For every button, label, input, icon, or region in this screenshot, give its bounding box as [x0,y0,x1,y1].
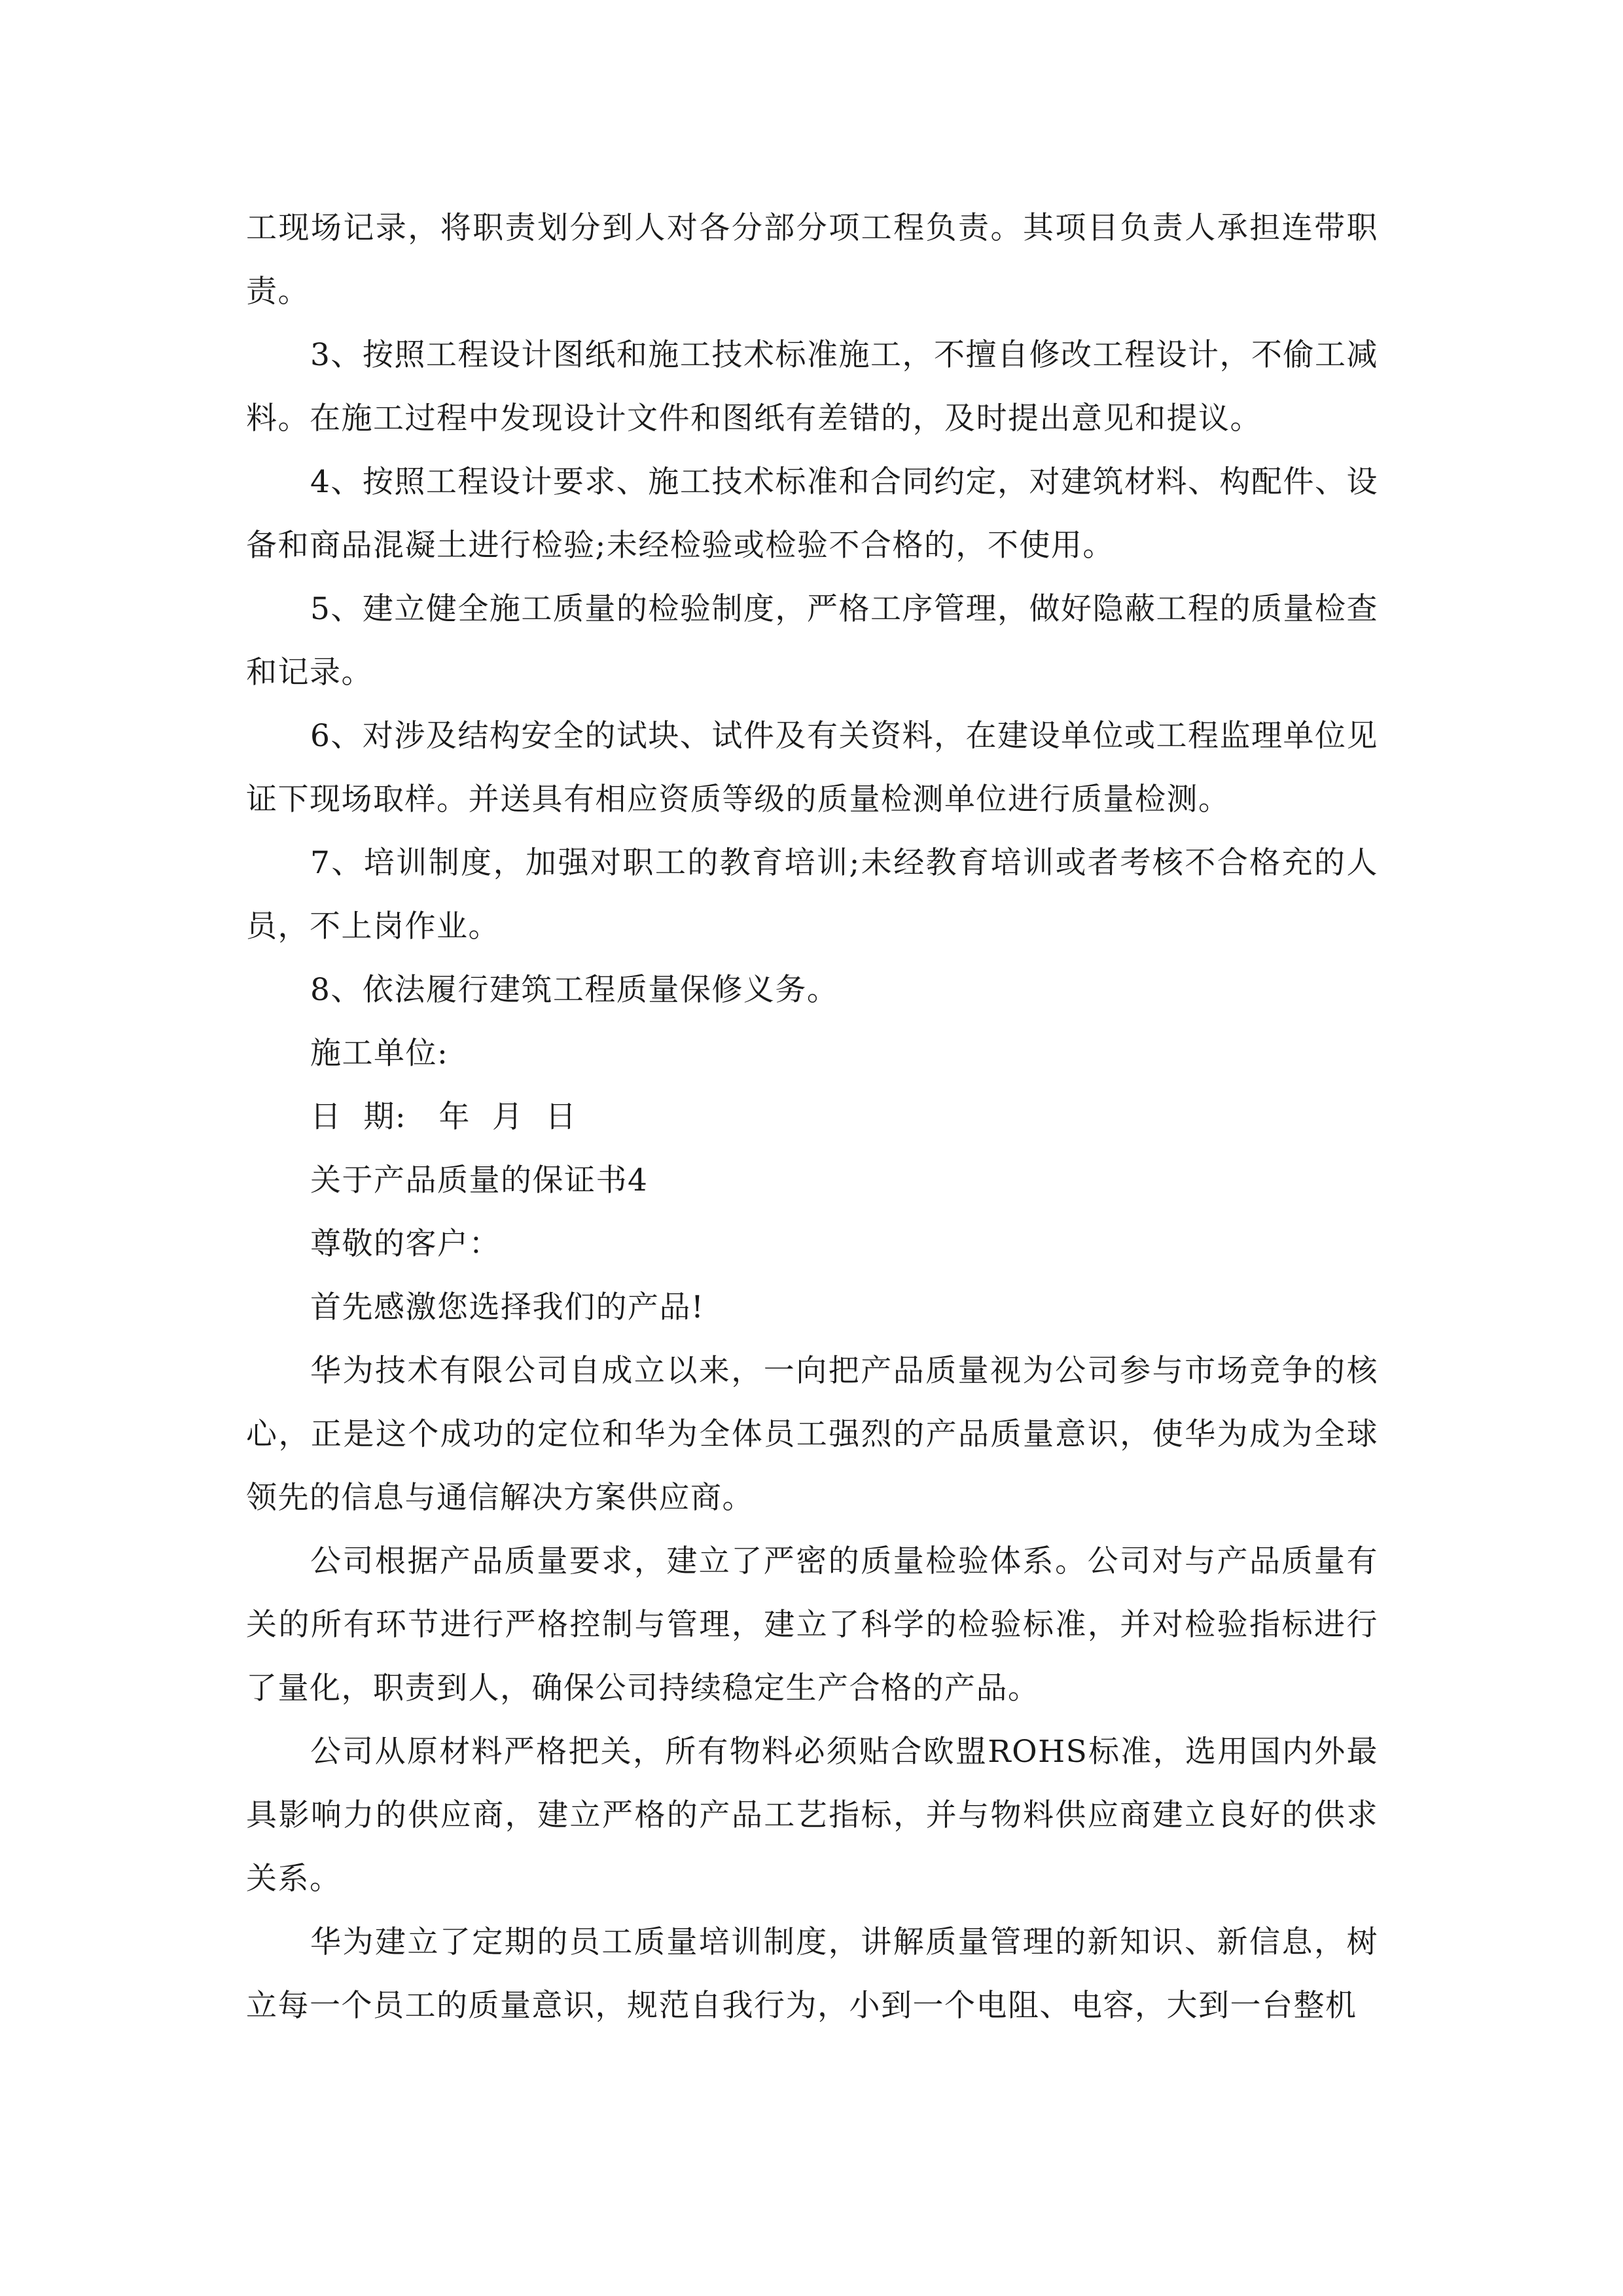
letter-title: 关于产品质量的保证书4 [310,1162,649,1198]
paragraph-item-4: 4、按照工程设计要求、施工技术标准和合同约定，对建筑材料、构配件、设备和商品混凝土进行检验;未经检验或检验不合格的，不使用。 [246,464,1378,564]
date-line: 日 期: 年 月 日 [310,1099,577,1135]
paragraph-continued: 工现场记录，将职责划分到人对各分部分项工程负责。其项目负责人承担连带职责。 [246,210,1378,310]
letter-paragraph: 公司从原材料严格把关，所有物料必须贴合欧盟ROHS标准，选用国内外最具影响力的供应商，建立严格的产品工艺指标，并与物料供应商建立良好的供求关系。 [246,1734,1378,1897]
paragraph-item-8: 8、依法履行建筑工程质量保修义务。 [310,972,839,1008]
letter-thanks: 首先感激您选择我们的产品! [310,1289,705,1325]
paragraph-item-5: 5、建立健全施工质量的检验制度，严格工序管理，做好隐蔽工程的质量检查和记录。 [246,591,1378,691]
paragraph-item-3: 3、按照工程设计图纸和施工技术标准施工，不擅自修改工程设计，不偷工减料。在施工过程中发现设计文件和图纸有差错的，及时提出意见和提议。 [246,337,1378,437]
letter-greeting: 尊敬的客户： [310,1226,501,1262]
letter-paragraph: 华为技术有限公司自成立以来，一向把产品质量视为公司参与市场竞争的核心，正是这个成功的定位和华为全体员工强烈的产品质量意识，使华为成为全球领先的信息与通信解决方案供应商。 [246,1353,1378,1516]
document-body [246,196,1378,2037]
letter-paragraph: 华为建立了定期的员工质量培训制度，讲解质量管理的新知识、新信息，树立每一个员工的质量意识，规范自我行为，小到一个电阻、电容，大到一台整机 [246,1924,1378,2024]
paragraph-item-6: 6、对涉及结构安全的试块、试件及有关资料，在建设单位或工程监理单位见证下现场取样。并送具有相应资质等级的质量检测单位进行质量检测。 [246,718,1378,817]
paragraph-item-7: 7、培训制度，加强对职工的教育培训;未经教育培训或者考核不合格充的人员，不上岗作业。 [246,845,1378,944]
construction-unit-label: 施工单位: [310,1035,449,1071]
letter-paragraph: 公司根据产品质量要求，建立了严密的质量检验体系。公司对与产品质量有关的所有环节进行严格控制与管理，建立了科学的检验标准，并对检验指标进行了量化，职责到人，确保公司持续稳定生产合格的产品。 [246,1543,1378,1706]
